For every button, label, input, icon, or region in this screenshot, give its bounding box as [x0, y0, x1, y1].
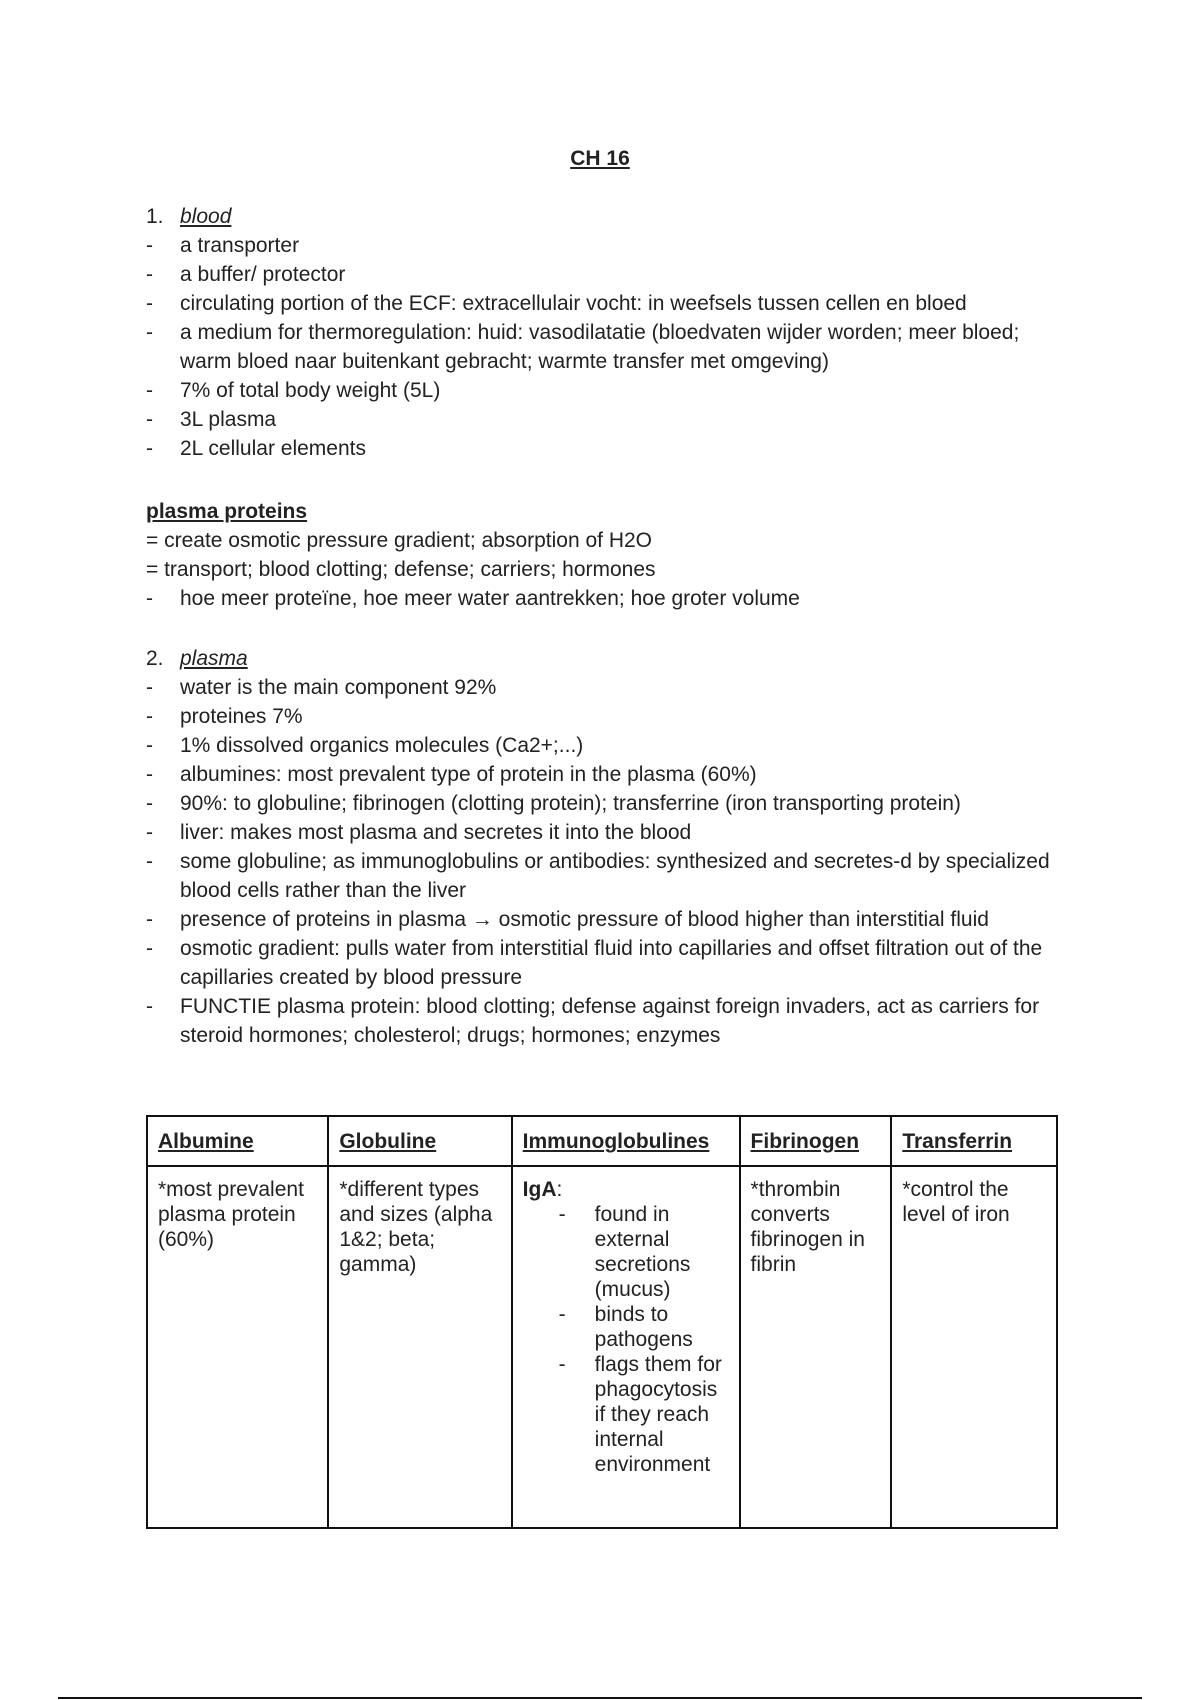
list-item: - 3L plasma — [146, 405, 1066, 434]
iga-colon: : — [556, 1178, 563, 1201]
list-item: - osmotic gradient: pulls water from interstitial fluid into capillaries and offset filtration out of the capillaries created by blood pressure — [146, 934, 1056, 992]
table-row — [147, 1166, 1057, 1528]
iga-label: IgA — [522, 1178, 557, 1201]
section-title: blood — [180, 205, 232, 228]
section-plasma — [146, 644, 1056, 1050]
list-item: - presence of proteins in plasma → osmotic pressure of blood higher than interstitial fluid — [146, 905, 1056, 934]
section-blood — [146, 202, 1066, 463]
list-item: - a medium for thermoregulation: huid: vasodilatatie (bloedvaten wijder worden; meer bloed; warm bloed naar buitenkant gebracht; warmte transfer met omgeving) — [146, 318, 1066, 376]
column-header-albumine: Albumine — [147, 1116, 328, 1166]
cell-immunoglobulines — [512, 1166, 740, 1528]
list-item: - some globuline; as immunoglobulins or antibodies: synthesized and secretes-d by specialized blood cells rather than the liver — [146, 847, 1056, 905]
column-header-globuline: Globuline — [328, 1116, 511, 1166]
blood-list — [146, 231, 1066, 463]
list-item: - flags them for phagocytosis if they reach internal environment — [523, 1352, 729, 1477]
list-item: - proteines 7% — [146, 702, 1056, 731]
section-heading-blood — [146, 202, 1066, 231]
bottom-divider — [58, 1697, 1142, 1699]
list-item: - a buffer/ protector — [146, 260, 1066, 289]
cell-globuline: *different types and sizes (alpha 1&2; beta; gamma) — [328, 1166, 511, 1528]
list-item: - 1% dissolved organics molecules (Ca2+;...) — [146, 731, 1056, 760]
section-number: 1. — [146, 205, 164, 228]
plasma-protein-table — [146, 1115, 1058, 1529]
plasma-proteins-list — [146, 584, 1066, 613]
list-item: - FUNCTIE plasma protein: blood clotting; defense against foreign invaders, act as carriers for steroid hormones; cholesterol; drugs; hormones; enzymes — [146, 992, 1056, 1050]
section-heading-plasma — [146, 644, 1056, 673]
list-item: - 2L cellular elements — [146, 434, 1066, 463]
column-header-fibrinogen: Fibrinogen — [740, 1116, 892, 1166]
cell-fibrinogen: *thrombin converts fibrinogen in fibrin — [740, 1166, 892, 1528]
list-item: - liver: makes most plasma and secretes it into the blood — [146, 818, 1056, 847]
list-item: - water is the main component 92% — [146, 673, 1056, 702]
section-plasma-proteins — [146, 497, 1066, 613]
list-item: - 90%: to globuline; fibrinogen (clotting protein); transferrine (iron transporting protein) — [146, 789, 1056, 818]
plasma-proteins-heading: plasma proteins — [146, 500, 308, 523]
list-item: - albumines: most prevalent type of protein in the plasma (60%) — [146, 760, 1056, 789]
page-title: CH 16 — [570, 147, 630, 170]
section-title: plasma — [180, 647, 248, 670]
list-item: - found in external secretions (mucus) — [523, 1202, 729, 1302]
cell-albumine: *most prevalent plasma protein (60%) — [147, 1166, 328, 1528]
column-header-transferrin: Transferrin — [891, 1116, 1057, 1166]
list-item: - binds to pathogens — [523, 1302, 729, 1352]
iga-list — [523, 1202, 729, 1477]
plasma-proteins-line: = transport; blood clotting; defense; carriers; hormones — [146, 558, 656, 581]
list-item: - hoe meer proteïne, hoe meer water aantrekken; hoe groter volume — [146, 584, 1066, 613]
section-number: 2. — [146, 647, 164, 670]
plasma-proteins-line: = create osmotic pressure gradient; absorption of H2O — [146, 529, 653, 552]
list-item: - a transporter — [146, 231, 1066, 260]
cell-transferrin: *control the level of iron — [891, 1166, 1057, 1528]
table-header-row — [147, 1116, 1057, 1166]
iga-heading — [523, 1177, 729, 1202]
list-item: - 7% of total body weight (5L) — [146, 376, 1066, 405]
plasma-list — [146, 673, 1056, 1050]
list-item: - circulating portion of the ECF: extracellulair vocht: in weefsels tussen cellen en bloed — [146, 289, 1066, 318]
column-header-immunoglobulines: Immunoglobulines — [512, 1116, 740, 1166]
